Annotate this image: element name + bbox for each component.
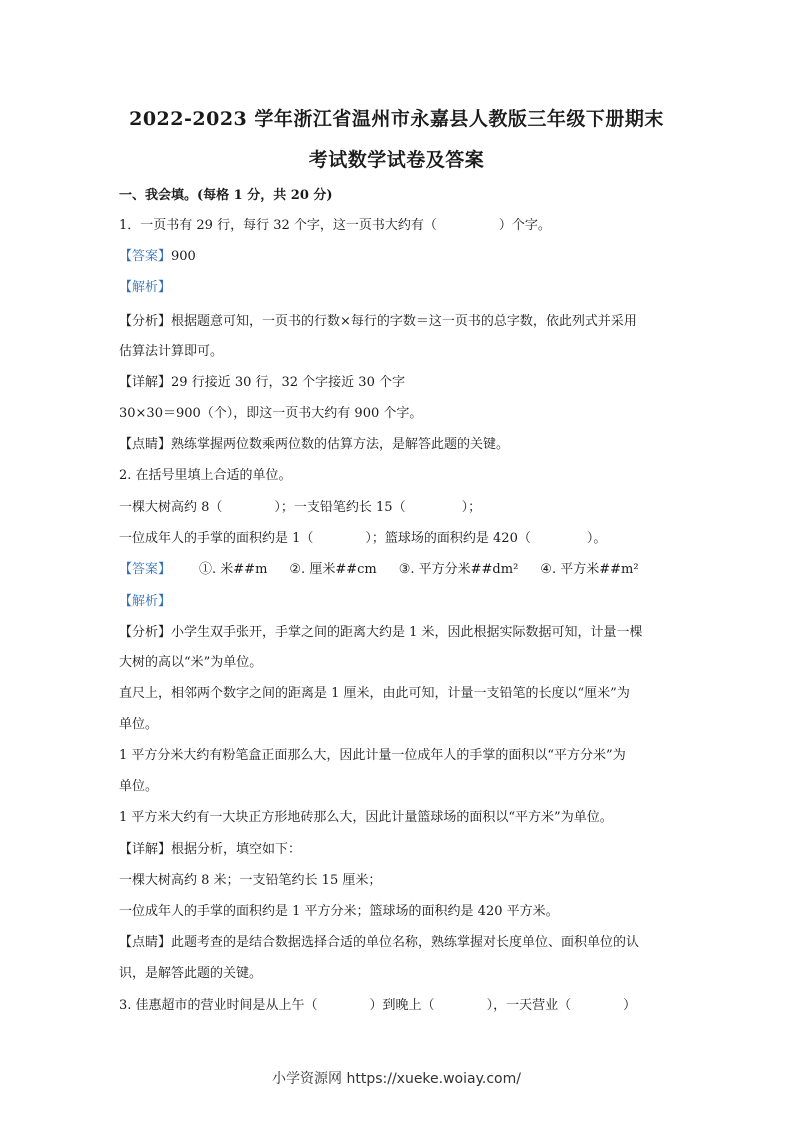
question-1-stem xyxy=(119,216,551,236)
document-title-line-2: 考试数学试卷及答案 xyxy=(308,149,485,171)
xiangjie-text: 29 行接近 30 行，32 个字接近 30 个字 xyxy=(171,375,405,390)
question-1-fenxi xyxy=(119,312,637,332)
page-footer-watermark: 小学资源网 https://xueke.woiay.com/ xyxy=(272,1071,521,1087)
question-2-answer xyxy=(119,560,639,580)
answer-tag: 【答案】 xyxy=(119,249,172,264)
q2-line2-b: ）；篮球场的面积约是 420（ xyxy=(365,531,531,546)
fenxi-tag: 【分析】 xyxy=(119,314,172,329)
question-1-stem-text-a: 1．一页书有 29 行，每行 32 个字，这一页书大约有（ xyxy=(119,218,437,233)
answer-3: ③. 平方分米##dm² xyxy=(398,562,519,577)
question-1-xiangjie xyxy=(119,373,405,393)
xiangjie-line-1: 一棵大树高约 8 米；一支铅笔约长 15 厘米； xyxy=(119,873,382,888)
answer-value: 900 xyxy=(171,249,196,264)
fenxi-line-4: 单位。 xyxy=(119,717,159,732)
section-heading: 一、我会填。(每格 1 分，共 20 分) xyxy=(119,188,333,203)
question-2-line-1 xyxy=(119,498,481,518)
question-1-stem-text-b: ）个字。 xyxy=(498,218,551,233)
xiangjie-line-2: 一位成年人的手掌的面积约是 1 平方分米；篮球场的面积约是 420 平方米。 xyxy=(119,904,559,919)
fenxi-text: 小学生双手张开，手掌之间的距离大约是 1 米，因此根据实际数据可知，计量一棵 xyxy=(171,625,643,640)
answer-4: ④. 平方米##m² xyxy=(540,562,639,577)
dianjing-tag: 【点睛】 xyxy=(119,437,172,452)
answer-tag: 【答案】 xyxy=(119,562,172,577)
dianjing-line-2: 识，是解答此题的关键。 xyxy=(119,966,263,981)
dianjing-text: 熟练掌握两位数乘两位数的估算方法，是解答此题的关键。 xyxy=(171,437,510,452)
xiangjie-text: 根据分析，填空如下： xyxy=(171,842,302,857)
question-2-xiangjie xyxy=(119,840,301,860)
document-title-line-1: 2022-2023 学年浙江省温州市永嘉县人教版三年级下册期末 xyxy=(129,108,664,130)
xiangjie-tag: 【详解】 xyxy=(119,375,172,390)
question-2-dianjing xyxy=(119,933,639,953)
fenxi-tag: 【分析】 xyxy=(119,625,172,640)
q2-line1-a: 一棵大树高约 8（ xyxy=(119,500,223,515)
q2-line2-c: ）。 xyxy=(586,531,607,546)
answer-2: ②. 厘米##cm xyxy=(289,562,377,577)
question-1-fenxi-cont: 估算法计算即可。 xyxy=(119,344,224,359)
question-1-xiangjie-cont: 30×30＝900（个），即这一页书大约有 900 个字。 xyxy=(119,406,423,421)
fenxi-text: 根据题意可知，一页书的行数×每行的字数＝这一页书的总字数，依此列式并采用 xyxy=(171,314,637,329)
q2-line2-a: 一位成年人的手掌的面积约是 1（ xyxy=(119,531,314,546)
q3-a: 3. 佳惠超市的营业时间是从上午（ xyxy=(119,998,318,1013)
question-2-stem: 2. 在括号里填上合适的单位。 xyxy=(119,468,292,483)
fenxi-line-5: 1 平方分米大约有粉笔盒正面那么大，因此计量一位成年人的手掌的面积以“平方分米”为 xyxy=(119,748,626,763)
answer-1: ①. 米##m xyxy=(199,562,268,577)
q2-line1-c: ）； xyxy=(461,500,482,515)
dianjing-tag: 【点睛】 xyxy=(119,935,172,950)
question-3-stem xyxy=(119,996,636,1016)
q2-line1-b: ）；一支铅笔约长 15（ xyxy=(274,500,406,515)
q3-c: ），一天营业（ xyxy=(486,998,572,1013)
xiangjie-tag: 【详解】 xyxy=(119,842,172,857)
q3-b: ）到晚上（ xyxy=(369,998,435,1013)
question-2-line-2 xyxy=(119,529,606,549)
analysis-tag: 【解析】 xyxy=(119,280,172,295)
dianjing-text: 此题考查的是结合数据选择合适的单位名称，熟练掌握对长度单位、面积单位的认 xyxy=(171,935,640,950)
q3-d: ） xyxy=(623,998,637,1013)
fenxi-line-6: 单位。 xyxy=(119,779,159,794)
fenxi-line-2: 大树的高以“米”为单位。 xyxy=(119,655,263,670)
question-1-answer xyxy=(119,247,196,267)
fenxi-line-7: 1 平方米大约有一大块正方形地砖那么大，因此计量篮球场的面积以“平方米”为单位。 xyxy=(119,810,613,825)
fenxi-line-3: 直尺上，相邻两个数字之间的距离是 1 厘米，由此可知，计量一支铅笔的长度以“厘米”为 xyxy=(119,686,630,701)
question-1-dianjing xyxy=(119,435,509,455)
question-2-fenxi xyxy=(119,623,643,643)
analysis-tag: 【解析】 xyxy=(119,594,172,609)
